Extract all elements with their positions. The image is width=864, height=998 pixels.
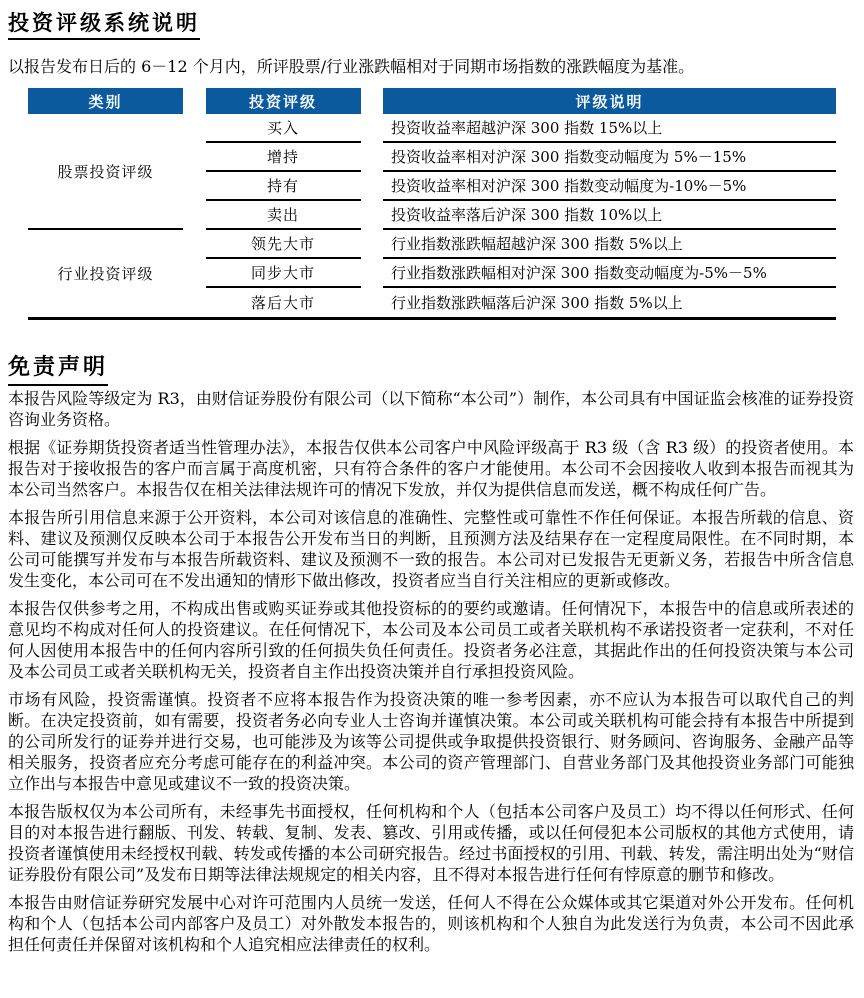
rating-cell: 买入	[206, 114, 361, 143]
rating-benchmark-note: 以报告发布日后的 6－12 个月内，所评股票/行业涨跌幅相对于同期市场指数的涨跌幅度为基准。	[8, 57, 695, 77]
rating-description-cell: 行业指数涨跌幅超越沪深 300 指数 5%以上	[383, 230, 836, 259]
rating-description-cell: 投资收益率落后沪深 300 指数 10%以上	[383, 201, 836, 230]
rating-cell: 领先大市	[206, 230, 361, 259]
disclaimer-paragraph: 本报告由财信证券研究发展中心对许可范围内人员统一发送，任何人不得在公众媒体或其它渠道对外公开发布。任何机构和个人（包括本公司内部客户及员工）对外散发本报告的，则该机构和个人独自为此发送行为负责，本公司不因此承担任何责任并保留对该机构和个人追究相应法律责任的权利。	[8, 892, 854, 954]
disclaimer-paragraph: 本报告所引用信息来源于公开资料，本公司对该信息的准确性、完整性或可靠性不作任何保证。本报告所载的信息、资料、建议及预测仅反映本公司于本报告公开发布当日的判断，且预测方法及结果存在一定程度局限性。在不同时期，本公司可能撰写并发布与本报告所载资料、建议及预测不一致的报告。本公司对已发报告无更新义务，若报告中所含信息发生变化，本公司可在不发出通知的情形下做出修改，投资者应当自行关注相应的更新或修改。	[8, 507, 854, 590]
disclaimer-section-title: 免责声明	[8, 354, 108, 385]
table-header-category: 类别	[28, 88, 183, 114]
disclaimer-paragraph: 本报告仅供参考之用，不构成出售或购买证券或其他投资标的的要约或邀请。任何情况下，本报告中的信息或所表述的意见均不构成对任何人的投资建议。在任何情况下，本公司及本公司员工或者关联机构不承诺投资者一定获利，不对任何人因使用本报告中的任何内容所引致的任何损失负任何责任。投资者务必注意，其据此作出的任何投资决策与本公司及本公司员工或者关联机构无关，投资者自主作出投资决策并自行承担投资风险。	[8, 598, 854, 681]
rating-cell: 同步大市	[206, 259, 361, 288]
rating-table	[28, 88, 836, 320]
table-header-description: 评级说明	[383, 88, 836, 114]
rating-cell: 卖出	[206, 201, 361, 230]
rating-description-cell: 投资收益率超越沪深 300 指数 15%以上	[383, 114, 836, 143]
disclaimer-paragraph: 市场有风险，投资需谨慎。投资者不应将本报告作为投资决策的唯一参考因素，亦不应认为本报告可以取代自己的判断。在决定投资前，如有需要，投资者务必向专业人士咨询并谨慎决策。本公司或关联机构可能会持有本报告中所提到的公司所发行的证券并进行交易，也可能涉及为该等公司提供或争取提供投资银行、财务顾问、咨询服务、金融产品等相关服务，投资者应充分考虑可能存在的利益冲突。本公司的资产管理部门、自营业务部门及其他投资业务部门可能独立作出与本报告中意见或建议不一致的投资决策。	[8, 689, 854, 793]
disclaimer-paragraph: 本报告版权仅为本公司所有，未经事先书面授权，任何机构和个人（包括本公司客户及员工）均不得以任何形式、任何目的对本报告进行翻版、刊发、转载、复制、发表、篡改、引用或传播，或以任何侵犯本公司版权的其他方式使用，请投资者谨慎使用未经授权刊载、转发或传播的本公司研究报告。经过书面授权的引用、刊载、转发，需注明出处为“财信证券股份有限公司”及发布日期等法律法规规定的相关内容，且不得对本报告进行任何有悖原意的删节和修改。	[8, 801, 854, 884]
rating-description-cell: 投资收益率相对沪深 300 指数变动幅度为-10%－5%	[383, 172, 836, 201]
category-stock-rating: 股票投资评级	[28, 114, 183, 230]
disclaimer-paragraph: 根据《证券期货投资者适当性管理办法》，本报告仅供本公司客户中风险评级高于 R3 级（含 R3 级）的投资者使用。本报告对于接收报告的客户而言属于高度机密，只有符合条件的客户才能使用。本公司不会因接收人收到本报告而视其为本公司当然客户。本报告仅在相关法律法规许可的情况下发放，并仅为提供信息而发送，概不构成任何广告。	[8, 437, 854, 499]
rating-description-cell: 投资收益率相对沪深 300 指数变动幅度为 5%－15%	[383, 143, 836, 172]
table-header-rating: 投资评级	[206, 88, 361, 114]
rating-cell: 落后大市	[250, 294, 315, 313]
disclaimer-paragraph: 本报告风险等级定为 R3，由财信证券股份有限公司（以下简称“本公司”）制作，本公司具有中国证监会核准的证券投资咨询业务资格。	[8, 388, 854, 429]
rating-section-title: 投资评级系统说明	[8, 10, 200, 40]
category-industry-rating: 行业投资评级	[57, 265, 154, 284]
rating-cell: 增持	[206, 143, 361, 172]
rating-description-cell: 行业指数涨跌幅落后沪深 300 指数 5%以上	[391, 294, 683, 313]
rating-description-cell: 行业指数涨跌幅相对沪深 300 指数变动幅度为-5%－5%	[383, 259, 836, 288]
rating-cell: 持有	[206, 172, 361, 201]
